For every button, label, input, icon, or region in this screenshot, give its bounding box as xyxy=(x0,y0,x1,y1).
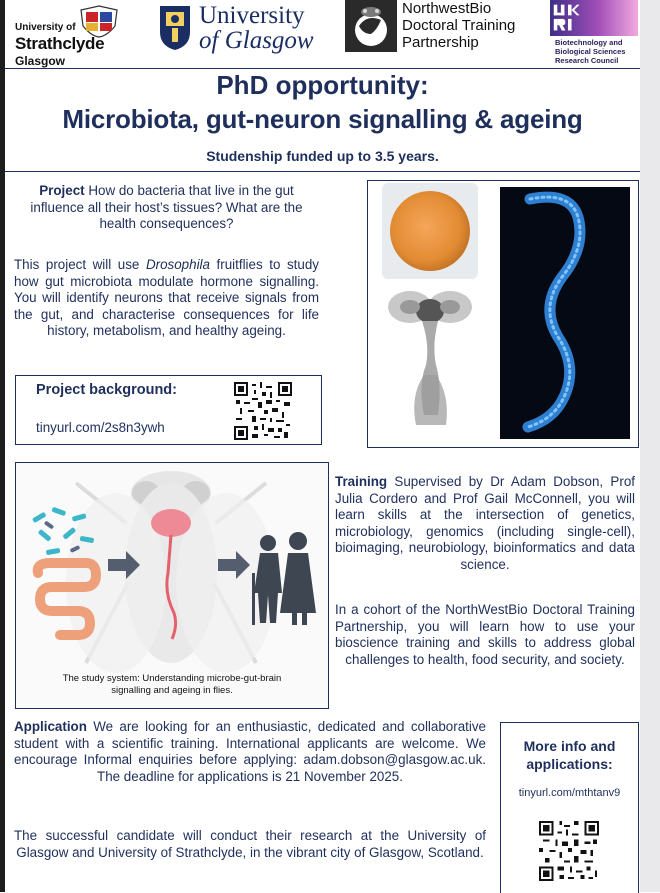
glasgow-name-line1: University xyxy=(199,2,305,29)
ukri-banner xyxy=(550,0,638,36)
bbsrc-line: Biotechnology and xyxy=(555,38,623,47)
glasgow-crest-icon xyxy=(158,4,192,52)
application-section xyxy=(14,719,486,785)
bbsrc-line: Biological Sciences xyxy=(555,47,626,56)
northwestbio-mark-icon xyxy=(345,0,397,52)
northwestbio-line: Doctoral Training xyxy=(402,17,516,34)
project-background-link[interactable]: tinyurl.com/2s8n3ywh xyxy=(36,420,165,435)
application-text: We are looking for an enthusiastic, dedicated and collaborative student with a scientific training. International applicants are welcome. We encourage Informal enquiries before applying: adam.dobson@glasgow.ac.uk. The deadline for applications is 21 November 2025. xyxy=(14,719,486,784)
qr-code-icon[interactable] xyxy=(234,382,292,440)
project-desc-start: This project will use xyxy=(14,257,146,272)
northwestbio-line: Partnership xyxy=(402,34,479,51)
cohort-paragraph: In a cohort of the NorthWestBio Doctoral Training Partnership, you will learn how to use your bioscience training and skills to address global challenges to health, food security, and society. xyxy=(335,602,635,667)
project-background-label: Project background: xyxy=(36,382,177,398)
strathclyde-city: Glasgow xyxy=(15,54,66,68)
fly-gut-image xyxy=(500,187,630,439)
location-paragraph: The successful candidate will conduct their research at the University of Glasgow and University of Strathclyde, in the vibrant city of Glasgow, Scotland. xyxy=(14,828,486,860)
project-question xyxy=(14,183,319,233)
title-divider xyxy=(5,171,640,172)
strathclyde-crest-icon xyxy=(77,4,121,38)
more-info-title-line: More info and xyxy=(523,738,616,754)
project-desc-italic: Drosophila xyxy=(145,257,210,272)
training-lead: Training xyxy=(335,474,388,489)
title-line1: PhD opportunity: xyxy=(216,70,429,100)
strathclyde-name: Strathclyde xyxy=(15,34,105,53)
fly-brain-image xyxy=(380,285,480,435)
microscopy-image-panel xyxy=(367,180,639,448)
more-info-title xyxy=(501,737,638,773)
project-desc-end: fruitflies to study how gut microbiota modulate hormone signalling. You will identify neurons that receive signals from the gut, and characterise consequences for life history, metabolism, and healthy ageing. xyxy=(14,257,319,338)
title-line2: Microbiota, gut-neuron signalling & ageing xyxy=(62,104,583,134)
glasgow-logo xyxy=(155,2,330,58)
application-lead: Application xyxy=(14,719,87,734)
study-system-illustration xyxy=(15,462,329,709)
northwestbio-name xyxy=(402,0,542,51)
more-info-box xyxy=(500,722,639,893)
training-text: Supervised by Dr Adam Dobson, Prof Julia Cordero and Prof Gail McConnell, you will learn skills at the intersection of genetics, microbiology, genomics (including single-cell), bioimaging, neurobiology, bioinformatics and data science. xyxy=(335,474,635,572)
project-description xyxy=(14,257,319,340)
project-lead: Project xyxy=(39,183,85,198)
subtitle: Studenship funded up to 3.5 years. xyxy=(206,148,439,164)
more-info-link[interactable]: tinyurl.com/mthtanv9 xyxy=(518,787,621,799)
more-info-title-line: applications: xyxy=(526,756,613,772)
caption-line: signalling and ageing in flies. xyxy=(111,685,233,696)
training-section xyxy=(335,474,635,573)
bbsrc-name xyxy=(555,38,645,65)
right-scroll-rail[interactable] xyxy=(640,0,660,892)
caption-line: The study system: Understanding microbe-gut-brain xyxy=(62,673,282,684)
bacteria-culture xyxy=(390,191,470,271)
northwestbio-logo xyxy=(345,0,535,58)
qr-code-icon[interactable] xyxy=(539,821,599,881)
poster xyxy=(5,0,640,892)
header-divider xyxy=(5,68,640,69)
project-question-text: How do bacteria that live in the gut influence all their host’s tissues? What are the health consequences? xyxy=(30,183,303,231)
glasgow-name-line2: of Glasgow xyxy=(199,27,314,54)
northwestbio-line: NorthwestBio xyxy=(402,0,492,17)
illustration-caption xyxy=(16,673,328,697)
strathclyde-logo xyxy=(13,4,123,66)
ukri-logo xyxy=(550,0,642,68)
project-background-box xyxy=(15,375,322,445)
bbsrc-line: Research Council xyxy=(555,56,619,65)
ukri-mark-icon xyxy=(552,0,584,36)
study-system-diagram xyxy=(16,463,328,678)
strathclyde-small-text: University of xyxy=(15,22,76,33)
